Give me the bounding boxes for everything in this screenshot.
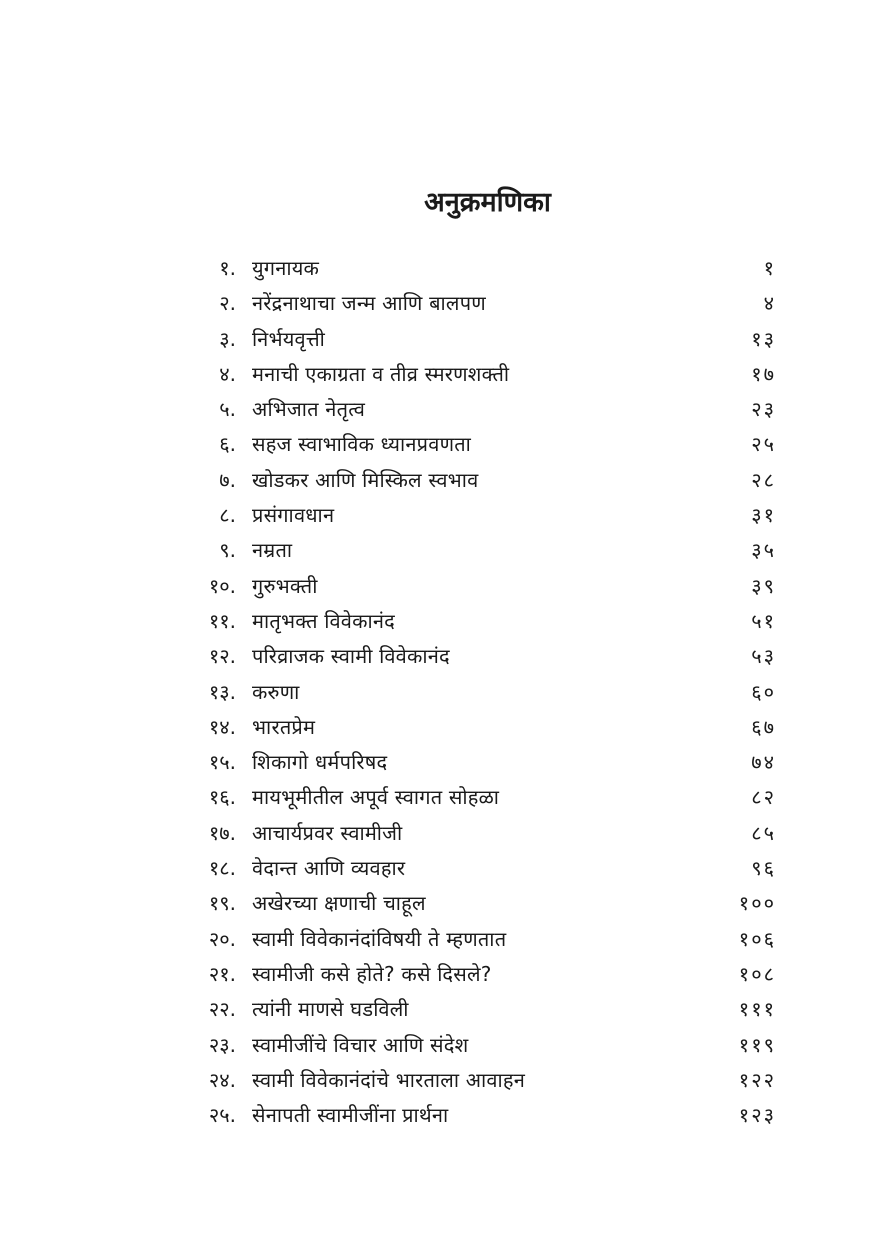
toc-entry-24 — [190, 1063, 780, 1098]
toc-entry-15 — [190, 745, 780, 780]
chapter-title: गुरुभक्ती — [252, 573, 318, 598]
chapter-number: २०. — [208, 926, 236, 951]
page-number: १११ — [738, 997, 776, 1022]
chapter-title: स्वामी विवेकानंदांविषयी ते म्हणतात — [252, 926, 507, 951]
chapter-number: ११. — [208, 608, 236, 633]
toc-entry-5 — [190, 392, 780, 427]
page-number: १२३ — [738, 1103, 776, 1128]
page-number: ३९ — [751, 573, 776, 598]
page-number: ३५ — [751, 538, 776, 563]
chapter-number: ६. — [219, 432, 236, 457]
toc-entry-10 — [190, 569, 780, 604]
chapter-number: ७. — [219, 467, 236, 492]
toc-entry-12 — [190, 639, 780, 674]
chapter-title: भारतप्रेम — [252, 714, 316, 739]
toc-entry-11 — [190, 604, 780, 639]
chapter-number: २३. — [208, 1032, 236, 1057]
chapter-number: १८. — [208, 856, 236, 881]
chapter-number: १९. — [208, 891, 236, 916]
chapter-title: शिकागो धर्मपरिषद — [252, 750, 388, 775]
toc-entry-21 — [190, 957, 780, 992]
page-number: ६० — [751, 679, 776, 704]
toc-entry-18 — [190, 851, 780, 886]
page-number: ५३ — [751, 644, 776, 669]
chapter-title: करुणा — [252, 679, 300, 704]
page-number: ५१ — [751, 608, 776, 633]
chapter-number: २१. — [208, 961, 236, 986]
page-number: ८५ — [751, 820, 776, 845]
chapter-title: युगनायक — [252, 256, 320, 280]
chapter-title: स्वामी विवेकानंदांचे भारताला आवाहन — [252, 1067, 526, 1092]
chapter-title: परिव्राजक स्वामी विवेकानंद — [252, 644, 450, 669]
chapter-number: ८. — [219, 503, 236, 528]
page-number: १०० — [738, 891, 776, 916]
page-number: ११९ — [738, 1032, 776, 1057]
page-number: २५ — [751, 432, 776, 457]
page-number: १०६ — [738, 926, 776, 951]
chapter-number: ५. — [219, 397, 236, 422]
chapter-title: त्यांनी माणसे घडविली — [252, 997, 409, 1022]
chapter-title: खोडकर आणि मिस्किल स्वभाव — [252, 467, 479, 492]
chapter-number: १. — [219, 256, 236, 280]
toc-entry-25 — [190, 1098, 780, 1133]
toc-entry-6 — [190, 427, 780, 462]
chapter-number: ४. — [219, 361, 236, 386]
chapter-number: ३. — [219, 326, 236, 351]
toc-entry-16 — [190, 780, 780, 815]
chapter-title: नम्रता — [252, 538, 293, 563]
page-number: ९६ — [751, 856, 776, 881]
chapter-title: स्वामीजी कसे होते? कसे दिसले? — [252, 961, 492, 986]
page-number: ७४ — [751, 750, 776, 775]
chapter-number: २५. — [208, 1103, 236, 1128]
chapter-number: २४. — [208, 1067, 236, 1092]
chapter-number: २२. — [208, 997, 236, 1022]
chapter-number: १४. — [208, 714, 236, 739]
toc-entry-19 — [190, 886, 780, 921]
chapter-title: सहज स्वाभाविक ध्यानप्रवणता — [252, 432, 472, 457]
page-number: १०८ — [738, 961, 776, 986]
toc-entry-7 — [190, 463, 780, 498]
chapter-title: नरेंद्रनाथाचा जन्म आणि बालपण — [252, 291, 486, 316]
chapter-number: १५. — [208, 750, 236, 775]
chapter-title: अभिजात नेतृत्व — [252, 397, 366, 422]
page-number: १७ — [751, 361, 776, 386]
toc-entry-8 — [190, 498, 780, 533]
chapter-title: प्रसंगावधान — [252, 503, 335, 528]
toc-entry-2 — [190, 286, 780, 321]
chapter-title: सेनापती स्वामीजींना प्रार्थना — [252, 1103, 449, 1128]
chapter-title: मनाची एकाग्रता व तीव्र स्मरणशक्ती — [252, 361, 510, 386]
table-of-contents — [190, 251, 780, 1133]
page-number: ४ — [763, 291, 776, 316]
page-number: ६७ — [751, 714, 776, 739]
chapter-number: ९. — [219, 538, 236, 563]
chapter-number: १७. — [208, 820, 236, 845]
chapter-number: २. — [219, 291, 236, 316]
toc-entry-22 — [190, 992, 780, 1027]
toc-entry-3 — [190, 322, 780, 357]
chapter-title: निर्भयवृत्ती — [252, 326, 326, 351]
chapter-number: १०. — [208, 573, 236, 598]
toc-entry-9 — [190, 533, 780, 568]
toc-entry-14 — [190, 710, 780, 745]
toc-entry-23 — [190, 1028, 780, 1063]
chapter-title: वेदान्त आणि व्यवहार — [252, 856, 406, 881]
toc-entry-4 — [190, 357, 780, 392]
chapter-number: १६. — [208, 785, 236, 810]
page-title: अनुक्रमणिका — [424, 187, 551, 218]
page-number: २३ — [751, 397, 776, 422]
page-number: १२२ — [738, 1067, 776, 1092]
chapter-title: मातृभक्त विवेकानंद — [252, 608, 395, 633]
toc-entry-20 — [190, 922, 780, 957]
chapter-title: आचार्यप्रवर स्वामीजी — [252, 820, 403, 845]
page-number: १ — [763, 256, 776, 280]
chapter-number: १३. — [208, 679, 236, 704]
page-number: २८ — [751, 467, 776, 492]
page-number: ८२ — [751, 785, 776, 810]
page-number: १३ — [751, 326, 776, 351]
toc-entry-13 — [190, 675, 780, 710]
chapter-title: स्वामीजींचे विचार आणि संदेश — [252, 1032, 469, 1057]
toc-entry-1 — [190, 251, 780, 286]
chapter-number: १२. — [208, 644, 236, 669]
chapter-title: अखेरच्या क्षणाची चाहूल — [252, 891, 426, 916]
page-number: ३१ — [751, 503, 776, 528]
chapter-title: मायभूमीतील अपूर्व स्वागत सोहळा — [252, 785, 500, 810]
toc-entry-17 — [190, 816, 780, 851]
